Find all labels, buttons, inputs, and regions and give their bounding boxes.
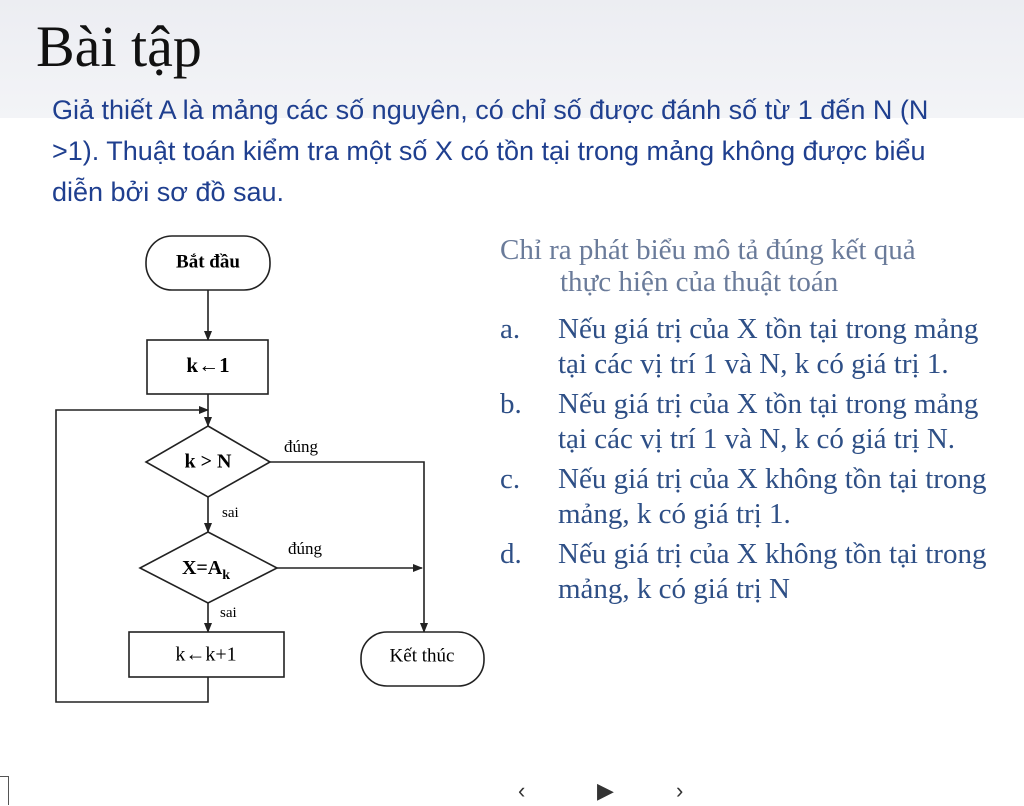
cond2-false-label: sai xyxy=(220,605,237,621)
option-letter: b. xyxy=(500,388,522,420)
option-letter: a. xyxy=(500,313,521,345)
option-a xyxy=(500,312,1010,382)
question-panel xyxy=(500,234,1010,612)
prompt-line-2: thực hiện của thuật toán xyxy=(560,266,839,298)
option-d xyxy=(500,537,1010,607)
question-prompt xyxy=(500,234,1010,298)
previous-slide-icon[interactable]: ‹ xyxy=(518,778,526,803)
init-node-label: k←1 xyxy=(186,352,230,377)
next-slide-icon[interactable]: › xyxy=(676,778,684,803)
option-text: Nếu giá trị của X tồn tại trong mảng tại các vị trí 1 và N, k có giá trị N. xyxy=(558,388,979,455)
slide-corner-mark xyxy=(0,776,9,805)
option-letter: d. xyxy=(500,538,522,570)
increment-node-label: k←k+1 xyxy=(175,643,237,666)
option-letter: c. xyxy=(500,463,521,495)
answer-options xyxy=(500,312,1010,607)
cond2-subscript: k xyxy=(222,568,231,584)
cond1-true-label: đúng xyxy=(284,437,318,456)
start-node-label: Bắt đầu xyxy=(176,251,240,273)
flowchart xyxy=(0,220,490,720)
option-c xyxy=(500,462,1010,532)
prompt-line-1: Chỉ ra phát biểu mô tả đúng kết quả xyxy=(500,234,916,266)
option-text: Nếu giá trị của X tồn tại trong mảng tại các vị trí 1 và N, k có giá trị 1. xyxy=(558,313,979,380)
problem-statement: Giả thiết A là mảng các số nguyên, có chỉ số được đánh số từ 1 đến N (N >1). Thuật toán kiểm tra một số X có tồn tại trong mảng không được biểu diễn bởi sơ đồ sau. xyxy=(52,95,929,207)
option-text: Nếu giá trị của X không tồn tại trong mảng, k có giá trị 1. xyxy=(558,463,987,530)
play-icon[interactable]: ▶ xyxy=(597,778,614,803)
cond2-true-label: đúng xyxy=(288,539,322,558)
end-node-label: Kết thúc xyxy=(389,645,455,667)
option-text: Nếu giá trị của X không tồn tại trong mảng, k có giá trị N xyxy=(558,538,987,605)
cond2-main-text: X=A xyxy=(181,556,223,579)
slide-title: Bài tập xyxy=(36,14,202,79)
cond1-false-label: sai xyxy=(222,505,239,521)
option-b xyxy=(500,387,1010,457)
cond1-node-label: k > N xyxy=(184,450,232,473)
